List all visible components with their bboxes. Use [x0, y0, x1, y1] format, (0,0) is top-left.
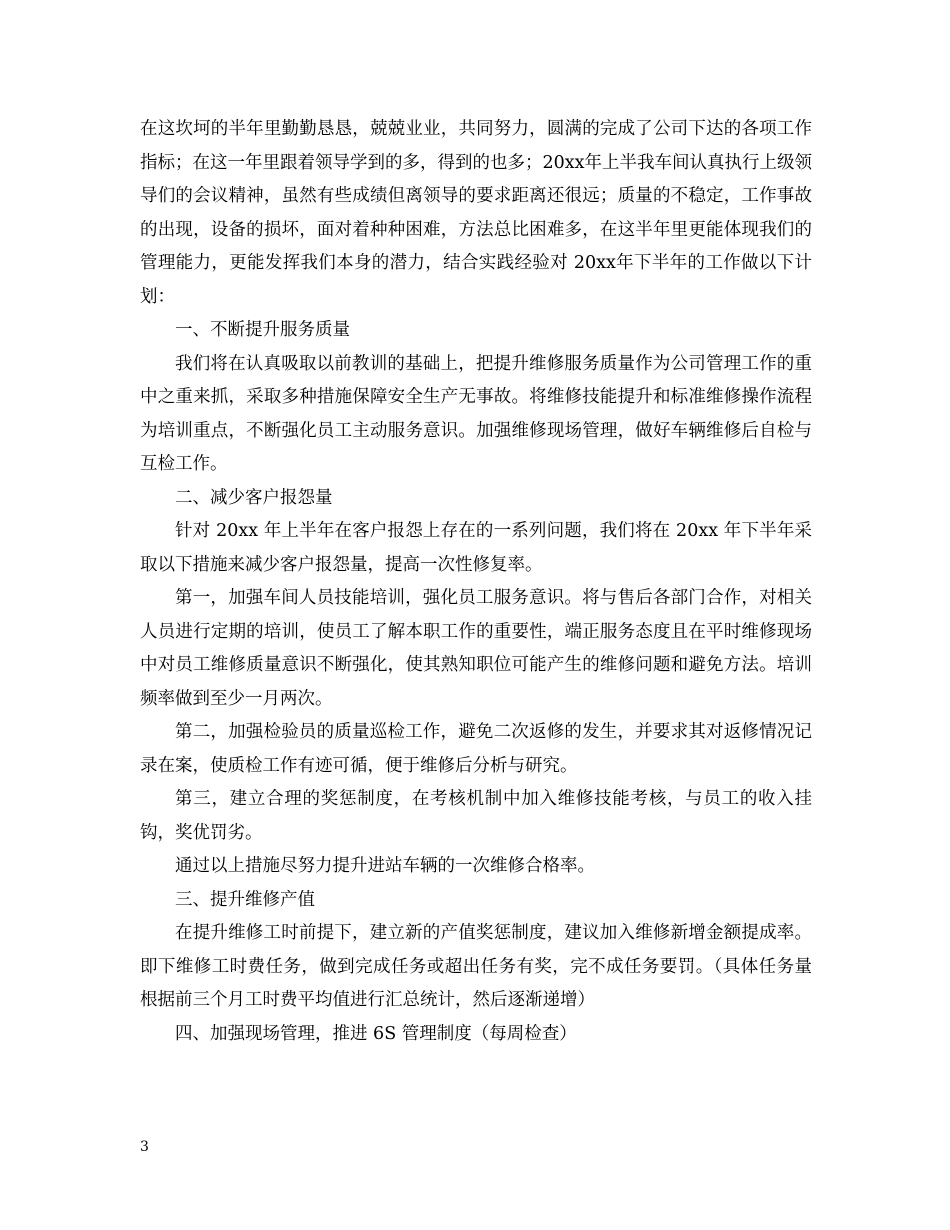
paragraph-measure-first: 第一，加强车间人员技能培训，强化员工服务意识。将与售后各部门合作，对相关人员进行定期的培训，使员工了解本职工作的重要性，端正服务态度且在平时维修现场中对员工维修质量意识不断强化，使其熟知职位可能产生的维修问题和避免方法。培训频率做到至少一月两次。 — [140, 588, 812, 709]
paragraph-service-quality: 我们将在认真吸取以前教训的基础上，把提升维修服务质量作为公司管理工作的重中之重来抓，采取多种措施保障安全生产无事故。将维修技能提升和标准维修操作流程为培训重点，不断强化员工主动服务意识。加强维修现场管理，做好车辆维修后自检与互检工作。 — [140, 353, 812, 474]
document-body — [140, 113, 812, 1051]
paragraph-output: 在提升维修工时前提下，建立新的产值奖惩制度，建议加入维修新增金额提成率。即下维修工时费任务，做到完成任务或超出任务有奖，完不成任务要罚。（具体任务量根据前三个月工时费平均值进行汇总统计，然后逐渐递增） — [140, 923, 812, 1010]
paragraph-complaints-intro: 针对 20xx 年上半年在客户报怨上存在的一系列问题，我们将在 20xx 年下半年采取以下措施来减少客户报怨量，提高一次性修复率。 — [140, 521, 812, 575]
heading-reduce-complaints: 二、减少客户报怨量 — [175, 487, 333, 508]
heading-increase-output: 三、提升维修产值 — [175, 889, 315, 910]
heading-improve-service-quality: 一、不断提升服务质量 — [175, 320, 350, 340]
paragraph-intro: 在这坎坷的半年里勤勤恳恳，兢兢业业，共同努力，圆满的完成了公司下达的各项工作指标；在这一年里跟着领导学到的多，得到的也多；20xx年上半我车间认真执行上级领导们的会议精神，虽然有些成绩但离领导的要求距离还很远；质量的不稳定，工作事故的出现，设备的损坏，面对着种种困难，方法总比困难多，在这半年里更能体现我们的管理能力，更能发挥我们本身的潜力，结合实践经验对 20xx年下半年的工作做以下计划： — [140, 119, 813, 307]
heading-site-management: 四、加强现场管理，推进 6S 管理制度（每周检查） — [175, 1023, 577, 1044]
paragraph-measures-summary: 通过以上措施尽努力提升进站车辆的一次维修合格率。 — [175, 856, 595, 876]
paragraph-measure-third: 第三，建立合理的奖惩制度，在考核机制中加入维修技能考核，与员工的收入挂钩，奖优罚劣。 — [140, 789, 812, 843]
paragraph-measure-second: 第二，加强检验员的质量巡检工作，避免二次返修的发生，并要求其对返修情况记录在案，使质检工作有迹可循，便于维修后分析与研究。 — [140, 722, 812, 776]
page-number: 3 — [140, 1139, 149, 1155]
